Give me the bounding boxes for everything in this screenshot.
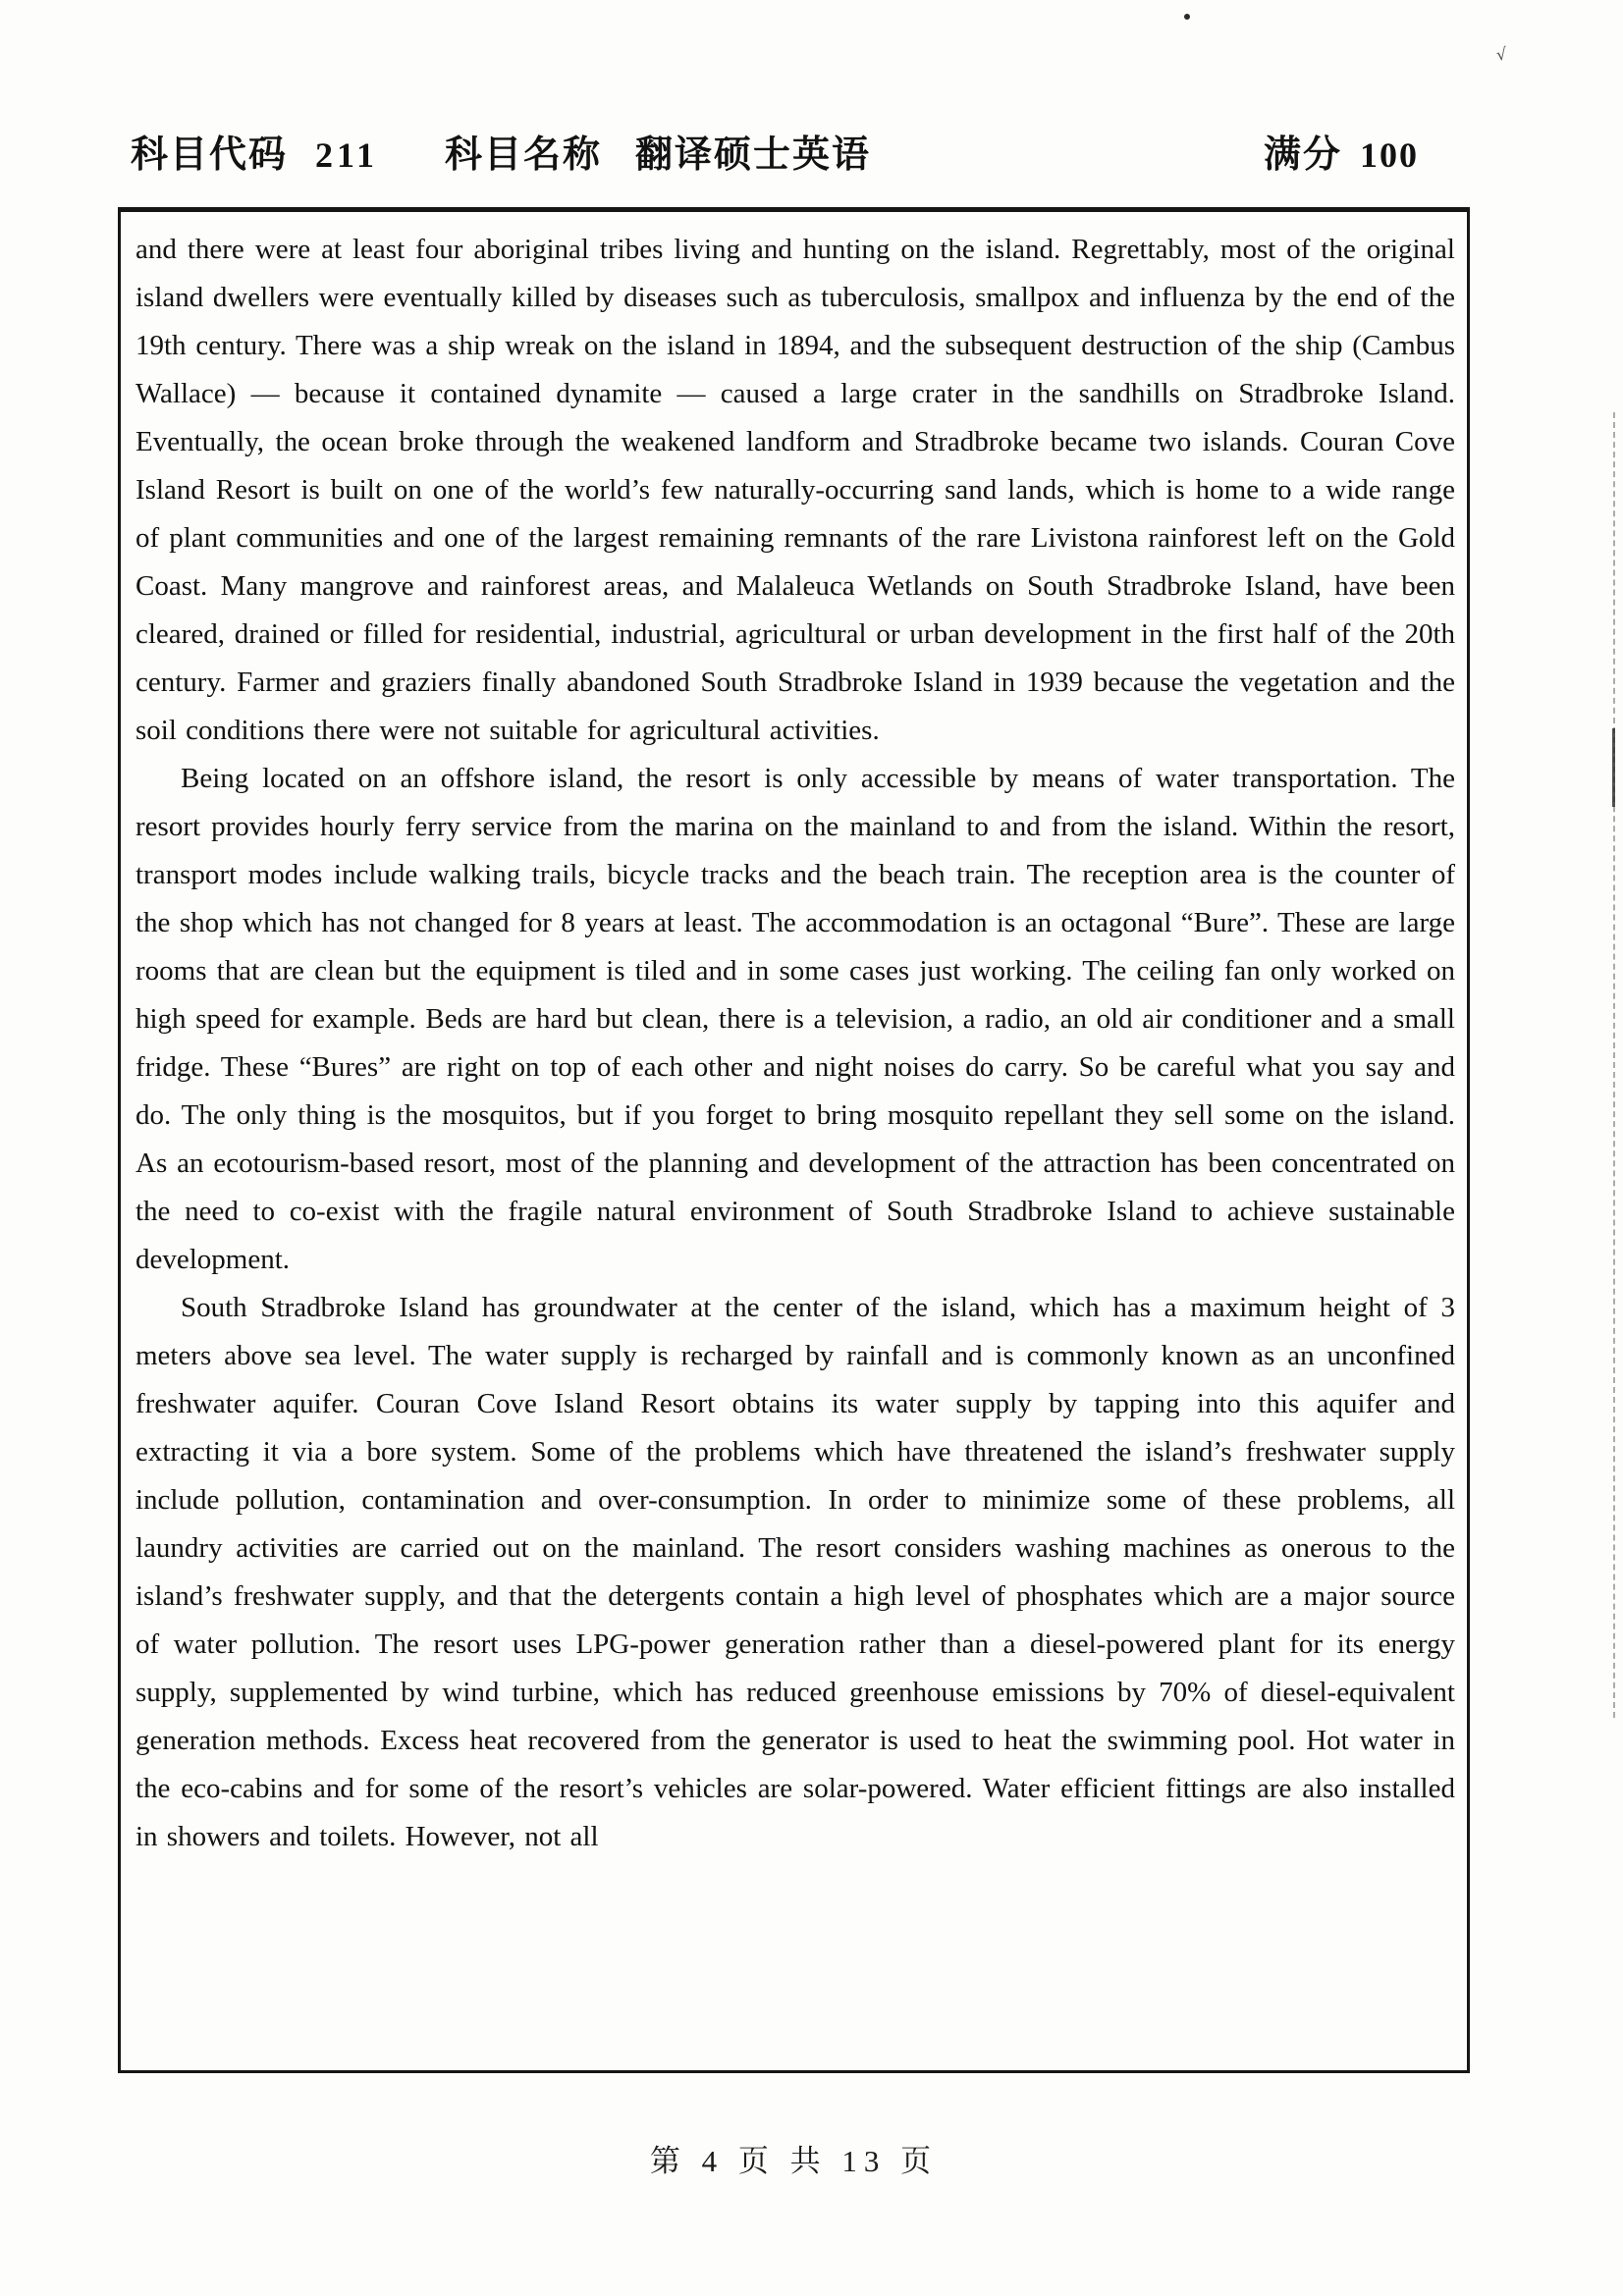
scan-edge-dashed-line bbox=[1613, 412, 1615, 1718]
passage-box bbox=[118, 207, 1470, 2073]
subject-code-value: 211 bbox=[315, 135, 379, 175]
page-header bbox=[131, 124, 1419, 178]
passage-paragraph-2: Being located on an offshore island, the resort is only accessible by means of water transportation. The resort provides hourly ferry service from the marina on the mainland to and from the island. Within the resort, transport modes include walking trails, bicycle tracks and the beach train. The reception area is the counter of the shop which has not changed for 8 years at least. The accommodation is an octagonal “Bure”. These are large rooms that are clean but the equipment is tiled and in some cases just working. The ceiling fan only worked on high speed for example. Beds are hard but clean, there is a television, a radio, an old air conditioner and a small fridge. These “Bures” are right on top of each other and night noises do carry. So be careful what you say and do. The only thing is the mosquitos, but if you forget to bring mosquito repellant they sell some on the island. As an ecotourism-based resort, most of the planning and development of the attraction has been concentrated on the need to co-exist with the fragile natural environment of South Stradbroke Island to achieve sustainable development. bbox=[135, 763, 1455, 1275]
subject-code-label: 科目代码 bbox=[131, 134, 289, 176]
scan-speck-mark: √ bbox=[1494, 44, 1509, 66]
subject-name-value: 翻译硕士英语 bbox=[635, 134, 872, 176]
full-score-label: 满分 bbox=[1263, 134, 1342, 176]
page-number-footer: 第 4 页 共 13 页 bbox=[649, 2144, 939, 2178]
subject-name-label: 科目名称 bbox=[445, 134, 603, 176]
passage-paragraph-1: and there were at least four aboriginal tribes living and hunting on the island. Regrettably, most of the original island dwellers were eventually killed by diseases such as tuberculosis, smallpox and influenza by the end of the 19th century. There was a ship wreak on the island in 1894, and the subsequent destruction of the ship (Cambus Wallace) — because it contained dynamite — caused a large crater in the sandhills on Stradbroke Island. Eventually, the ocean broke through the weakened landform and Stradbroke became two islands. Couran Cove Island Resort is built on one of the world’s few naturally-occurring sand lands, which is home to a wide range of plant communities and one of the largest remaining remnants of the rare Livistona rainforest left on the Gold Coast. Many mangrove and rainforest areas, and Malaleuca Wetlands on South Stradbroke Island, have been cleared, drained or filled for residential, industrial, agricultural or urban development in the first half of the 20th century. Farmer and graziers finally abandoned South Stradbroke Island in 1939 because the vegetation and the soil conditions there were not suitable for agricultural activities. bbox=[135, 234, 1455, 746]
passage-paragraph-3: South Stradbroke Island has groundwater at the center of the island, which has a maximum height of 3 meters above sea level. The water supply is recharged by rainfall and is commonly known as an unconfined freshwater aquifer. Couran Cove Island Resort obtains its water supply by tapping into this aquifer and extracting it via a bore system. Some of the problems which have threatened the island’s freshwater supply include pollution, contamination and over-consumption. In order to minimize some of these problems, all laundry activities are carried out on the mainland. The resort considers washing machines as onerous to the island’s freshwater supply, and that the detergents contain a high level of phosphates which are a major source of water pollution. The resort uses LPG-power generation rather than a diesel-powered plant for its energy supply, supplemented by wind turbine, which has reduced greenhouse emissions by 70% of diesel-equivalent generation methods. Excess heat recovered from the generator is used to heat the swimming pool. Hot water in the eco-cabins and for some of the resort’s vehicles are solar-powered. Water efficient fittings are also installed in showers and toilets. However, not all bbox=[135, 1292, 1455, 1852]
scan-speck-dot bbox=[1184, 14, 1190, 20]
full-score-value: 100 bbox=[1360, 135, 1419, 175]
scan-edge-solid-segment bbox=[1612, 728, 1615, 807]
